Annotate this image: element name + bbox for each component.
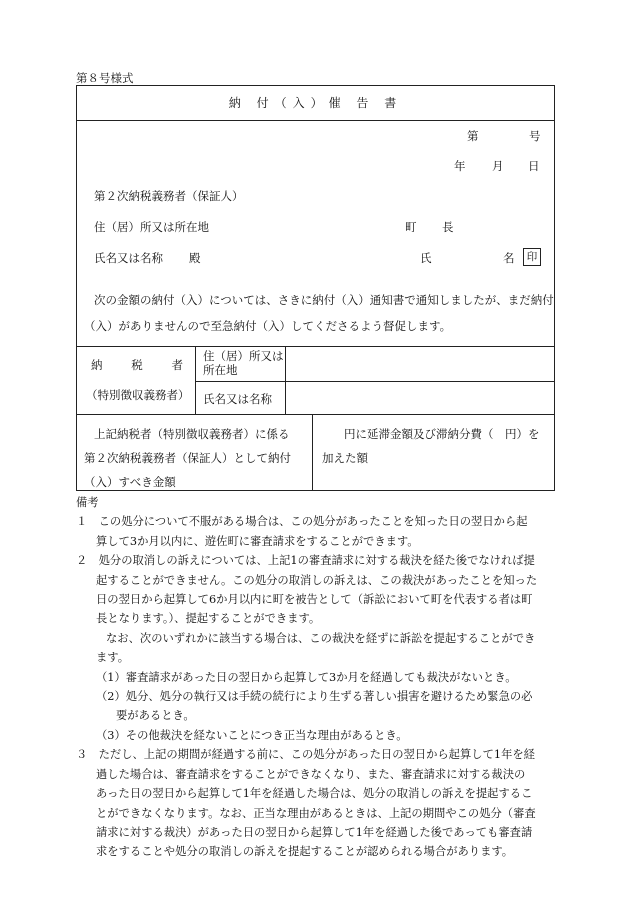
note-line: （1）審査請求があった日の翌日から起算して3か月を経過しても裁決がないとき。 xyxy=(96,670,517,684)
amount-divider xyxy=(312,414,313,491)
note-line: （2）処分、処分の執行又は手続の続行により生ずる著しい損害を避けるため緊急の必 xyxy=(96,690,533,704)
amount-label-line1: 上記納税者（特別徴収義務者）に係る xyxy=(94,427,290,441)
note-line: 起することができません。この処分の取消しの訴えは、この裁決があったことを知った xyxy=(96,573,538,587)
note-line: 求をすることや処分の取消しの訴えを提起することが認められる場合があります。 xyxy=(96,845,514,859)
note-line: （3）その他裁決を経ないことにつき正当な理由があるとき。 xyxy=(96,728,408,742)
taxpayer-sub-label: （特別徴収義務者） xyxy=(86,388,190,402)
seal-mark: 印 xyxy=(523,248,541,266)
taxpayer-label-divider xyxy=(195,346,196,414)
issuer-title-right: 長 xyxy=(442,220,454,234)
note-line: 日の翌日から起算して6か月以内に町を被告として（訴訟において町を代表する者は町 xyxy=(96,593,533,607)
addressee-role: 第２次納税義務者（保証人） xyxy=(94,189,244,203)
number-prefix: 第 xyxy=(467,129,479,143)
note-line: 過した場合は、審査請求をすることができなくなり、また、審査請求に対する裁決の xyxy=(96,767,526,781)
taxpayer-address-label-line2: 所在地 xyxy=(203,363,238,377)
form-number-label: 第８号様式 xyxy=(76,71,134,85)
note-line: あった日の翌日から起算して1年を経過した場合は、処分の取消しの訴えを提起するこ xyxy=(96,787,533,801)
taxpayer-address-label xyxy=(203,349,284,377)
note-line: なお、次のいずれかに該当する場合は、この裁決を経ずに訴訟を提起することができ xyxy=(106,631,536,645)
issuer-name-right: 名 xyxy=(503,251,515,265)
note-line: 要があるとき。 xyxy=(116,709,195,723)
note-line: ます。 xyxy=(96,651,129,665)
issuer-title-left: 町 xyxy=(405,220,417,234)
note-line: ２ 処分の取消しの訴えについては、上記1の審査請求に対する裁決を経た後でなければ提 xyxy=(76,554,535,568)
date-month: 月 xyxy=(492,159,504,173)
note-line: 請求に対する裁決）があった日の翌日から起算して1年を経過した後であっても審査請 xyxy=(96,825,533,839)
number-suffix: 号 xyxy=(529,129,541,143)
note-line: １ この処分について不服がある場合は、この処分があったことを知った日の翌日から起 xyxy=(76,515,528,529)
date-day: 日 xyxy=(528,159,540,173)
form-title: 納 付（入）催 告 書 xyxy=(228,96,403,110)
addressee-honorific: 殿 xyxy=(189,251,201,265)
note-line: 算して3か月以内に、遊佐町に審査請求をすることができます。 xyxy=(96,534,419,548)
note-line: 長となります。）、提起することができます。 xyxy=(96,612,321,626)
taxpayer-label-char: 税 xyxy=(131,358,143,372)
message-line-2: （入）がありませんので至急納付（入）してくださるよう督促します。 xyxy=(84,319,452,333)
taxpayer-address-label-line1: 住（居）所又は xyxy=(203,349,284,363)
taxpayer-label-char: 者 xyxy=(171,358,183,372)
taxpayer-label-char: 納 xyxy=(91,358,103,372)
taxpayer-name-label: 氏名又は名称 xyxy=(203,392,272,406)
taxpayer-field-divider xyxy=(285,346,286,414)
amount-description xyxy=(322,422,540,470)
addressee-name-label: 氏名又は名称 xyxy=(94,251,163,265)
taxpayer-label xyxy=(91,357,183,373)
notes-section xyxy=(76,493,566,862)
amount-label-line2: 第２次納税義務者（保証人）として納付 xyxy=(84,451,291,465)
issuer-name-left: 氏 xyxy=(420,251,432,265)
message-divider xyxy=(76,346,555,347)
amount-desc-line2: 加えた額 xyxy=(322,451,368,465)
message-line-1: 次の金額の納付（入）については、さきに納付（入）通知書で通知しましたが、まだ納付 xyxy=(94,293,554,307)
amount-desc-line1: 円に延滞金額及び滞納分費（ 円）を xyxy=(344,427,540,441)
title-divider xyxy=(76,120,555,121)
notes-heading: 備考 xyxy=(76,496,99,509)
note-line: ３ ただし、上記の期間が経過する前に、この処分があった日の翌日から起算して1年を経 xyxy=(76,748,535,762)
addressee-address-label: 住（居）所又は所在地 xyxy=(94,220,209,234)
taxpayer-divider xyxy=(76,414,555,415)
date-year: 年 xyxy=(454,159,466,173)
taxpayer-row-divider xyxy=(195,381,555,382)
note-line: とができなくなります。なお、正当な理由があるときは、上記の期間やこの処分（審査 xyxy=(96,806,536,820)
amount-label xyxy=(84,422,291,494)
amount-label-line3: （入）すべき金額 xyxy=(84,475,176,489)
